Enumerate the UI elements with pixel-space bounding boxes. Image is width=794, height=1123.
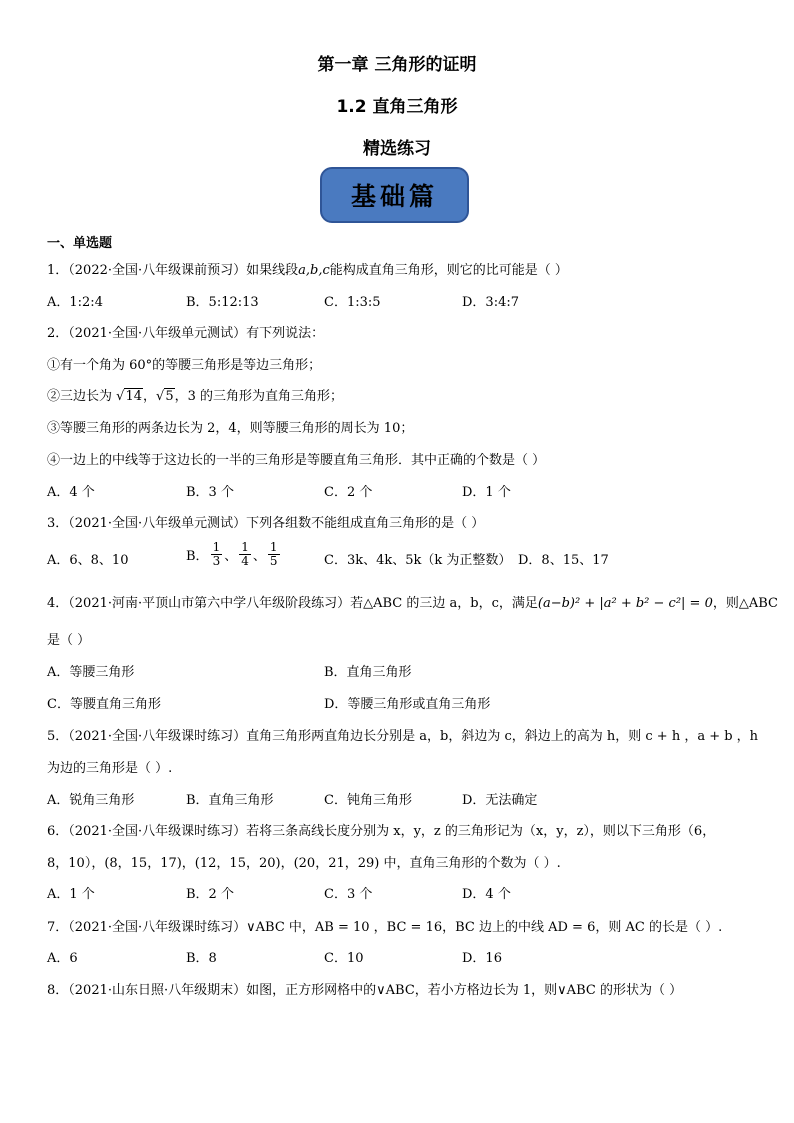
question-1-stem: [47, 259, 568, 278]
fraction-numerator: 1: [241, 540, 249, 554]
q4-stem-part-a: 4．（2021·河南·平顶山市第六中学八年级阶段练习）若△ABC 的三边 a，b，c，满足: [47, 596, 538, 611]
question-6-stem: 6．（2021·全国·八年级课时练习）若将三条高线长度分别为 x，y，z 的三角形记为（x，y，z），则以下三角形（6，: [47, 824, 716, 839]
q1-option-c[interactable]: C．1:3:5: [324, 295, 381, 310]
q2-statement-3: ③等腰三角形的两条边长为 2，4，则等腰三角形的周长为 10；: [47, 421, 414, 436]
q6-option-a[interactable]: A．1 个: [47, 887, 95, 902]
question-3-stem: 3．（2021·全国·八年级单元测试）下列各组数不能组成直角三角形的是（ ）: [47, 516, 485, 531]
fraction-denominator: 4: [241, 554, 249, 568]
q6-option-c[interactable]: C．3 个: [324, 887, 373, 902]
question-type-heading: 一、单选题: [47, 236, 113, 251]
fraction-denominator: 3: [212, 554, 221, 568]
fraction-one-fourth: [239, 541, 251, 568]
q2-option-d[interactable]: D．1 个: [462, 485, 511, 500]
fraction-one-fifth: [268, 541, 280, 568]
q3-option-b-label: B．: [186, 549, 209, 564]
question-4-stem: [47, 592, 778, 611]
fraction-separator: 、: [252, 549, 266, 564]
q1-stem-part-a: 1．（2022·全国·八年级课前预习）如果线段: [47, 263, 299, 278]
q2-s2-separator: ，: [143, 389, 157, 404]
q4-formula: (a−b)² + |a² + b² − c²| = 0: [537, 596, 713, 611]
q1-variables: a,b,c: [298, 263, 330, 278]
q4-option-b[interactable]: B．直角三角形: [324, 665, 412, 680]
q6-option-b[interactable]: B．2 个: [186, 887, 234, 902]
subtitle: 精选练习: [363, 139, 431, 159]
fraction-one-third: [211, 541, 223, 568]
q2-statement-2: [47, 385, 343, 404]
question-7-stem: 7．（2021·全国·八年级课时练习）∨ABC 中，AB = 10 ，BC = 16，BC 边上的中线 AD = 6，则 AC 的长是（ ）.: [47, 920, 723, 935]
q7-option-c[interactable]: C．10: [324, 951, 364, 966]
q1-stem-part-b: 能构成直角三角形，则它的比可能是（ ）: [329, 263, 568, 278]
q4-stem-continuation: 是（ ）: [47, 633, 91, 648]
section-title: 1.2 直角三角形: [336, 97, 458, 117]
q5-option-c[interactable]: C．钝角三角形: [324, 793, 412, 808]
q2-s2-part-b: ，3 的三角形为直角三角形；: [174, 389, 343, 404]
q6-option-d[interactable]: D．4 个: [462, 887, 511, 902]
sqrt-5: √5: [156, 389, 174, 404]
question-8-stem: 8．（2021·山东日照·八年级期末）如图，正方形网格中的∨ABC，若小方格边长为 1，则∨ABC 的形状为（ ）: [47, 983, 683, 998]
q2-s2-part-a: ②三边长为: [47, 389, 113, 404]
q1-option-b[interactable]: B．5:12:13: [186, 295, 259, 310]
q5-option-b[interactable]: B．直角三角形: [186, 793, 274, 808]
fraction-separator: 、: [224, 549, 238, 564]
q6-stem-continuation: 8，10），(8，15，17)，(12，15，20)，(20，21，29) 中，直角三角形的个数为（ ）.: [47, 856, 561, 871]
sqrt-14-radicand: 14: [125, 389, 142, 404]
q2-statement-1: ①有一个角为 60°的等腰三角形是等边三角形；: [47, 358, 322, 373]
q3-option-d[interactable]: D．8、15、17: [518, 553, 609, 568]
q4-option-c[interactable]: C．等腰直角三角形: [47, 697, 161, 712]
q1-option-d[interactable]: D．3:4:7: [462, 295, 519, 310]
fraction-denominator: 5: [269, 554, 278, 568]
q3-option-b[interactable]: [186, 541, 282, 568]
sqrt-14: √14: [116, 389, 142, 404]
q5-option-a[interactable]: A．锐角三角形: [47, 793, 135, 808]
q7-option-a[interactable]: A．6: [47, 951, 78, 966]
q5-stem-continuation: 为边的三角形是（ ）.: [47, 761, 173, 776]
fraction-numerator: 1: [212, 540, 221, 554]
q3-option-c[interactable]: C．3k、4k、5k（k 为正整数）: [324, 553, 512, 568]
q4-option-d[interactable]: D．等腰三角形或直角三角形: [324, 697, 491, 712]
q4-stem-part-b: ，则△ABC: [712, 596, 778, 611]
q2-option-c[interactable]: C．2 个: [324, 485, 373, 500]
chapter-title: 第一章 三角形的证明: [317, 55, 477, 75]
q7-option-b[interactable]: B．8: [186, 951, 217, 966]
q3-option-a[interactable]: A．6、8、10: [47, 553, 129, 568]
q1-option-a[interactable]: A．1:2:4: [47, 295, 103, 310]
question-2-stem: 2．（2021·全国·八年级单元测试）有下列说法：: [47, 326, 325, 341]
q5-option-d[interactable]: D．无法确定: [462, 793, 538, 808]
sqrt-5-radicand: 5: [165, 389, 174, 404]
q7-option-d[interactable]: D．16: [462, 951, 502, 966]
level-banner: 基础篇: [320, 167, 469, 223]
fraction-numerator: 1: [269, 540, 278, 554]
q2-option-b[interactable]: B．3 个: [186, 485, 234, 500]
question-5-stem: 5．（2021·全国·八年级课时练习）直角三角形两直角边长分别是 a，b，斜边为 c，斜边上的高为 h，则 c + h ，a + b ，h: [47, 729, 759, 744]
q2-option-a[interactable]: A．4 个: [47, 485, 95, 500]
q4-option-a[interactable]: A．等腰三角形: [47, 665, 135, 680]
q2-statement-4: ④一边上的中线等于这边长的一半的三角形是等腰直角三角形．其中正确的个数是（ ）: [47, 453, 546, 468]
